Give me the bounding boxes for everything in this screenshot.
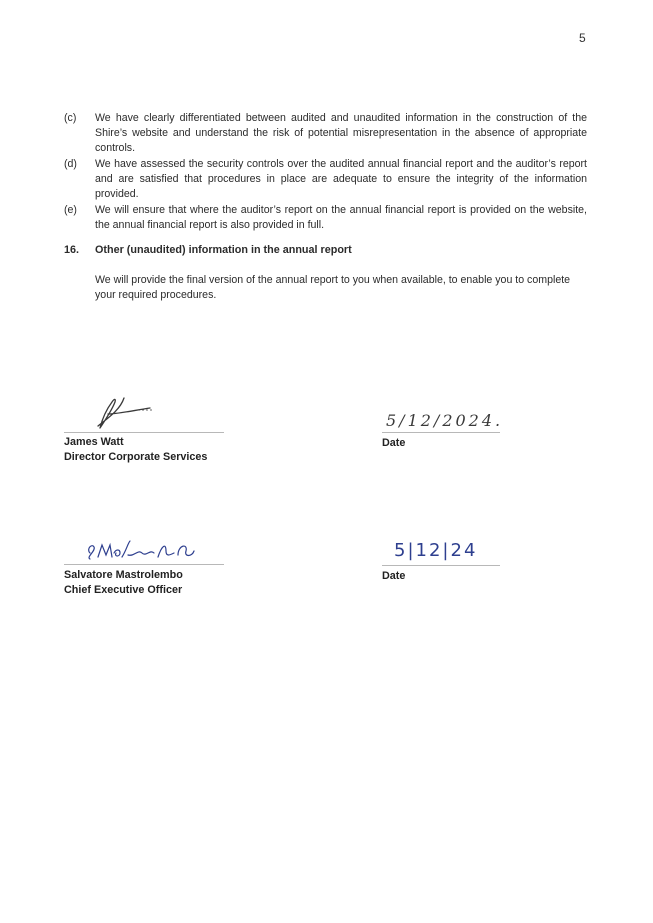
date-label: Date [382,437,406,449]
signatory-name: James Watt [64,436,124,448]
list-marker: (d) [64,158,77,170]
list-item-e [64,203,587,233]
list-item-d [64,157,587,202]
signatory-name: Salvatore Mastrolembo [64,569,183,581]
date-line [382,432,500,433]
signatory-title: Chief Executive Officer [64,584,183,596]
date-label: Date [382,570,406,582]
signature-line [64,564,224,565]
representation-list [64,111,587,233]
list-marker: (c) [64,112,77,124]
signature-line [64,432,224,433]
section-number: 16. [64,244,80,256]
handwritten-date: 5/12/2024. [386,411,504,430]
signature-james-watt-image [90,392,170,432]
signatory-title: Director Corporate Services [64,451,208,463]
section-title: Other (unaudited) information in the annual report [95,244,352,256]
list-marker: (e) [64,204,77,216]
date-line [382,565,500,566]
list-text: We will ensure that where the auditor’s report on the annual financial report is provided on the website, the annual financial report is also provided in full. [95,204,587,231]
signature-salvatore-mastrolembo-image [84,535,200,565]
section-heading [64,244,352,256]
page-number: 5 [579,31,586,45]
list-text: We have assessed the security controls over the audited annual financial report and the auditor’s report and are satisfied that procedures in place are adequate to ensure the integrity of the information provided. [95,158,587,200]
list-text: We have clearly differentiated between audited and unaudited information in the construction of the Shire’s website and understand the risk of potential misrepresentation in the absence of appropriate controls. [95,112,587,154]
handwritten-date: 5|12|24 [394,540,478,561]
list-item-c [64,111,587,156]
section-paragraph: We will provide the final version of the annual report to you when available, to enable you to complete your required procedures. [95,274,571,301]
